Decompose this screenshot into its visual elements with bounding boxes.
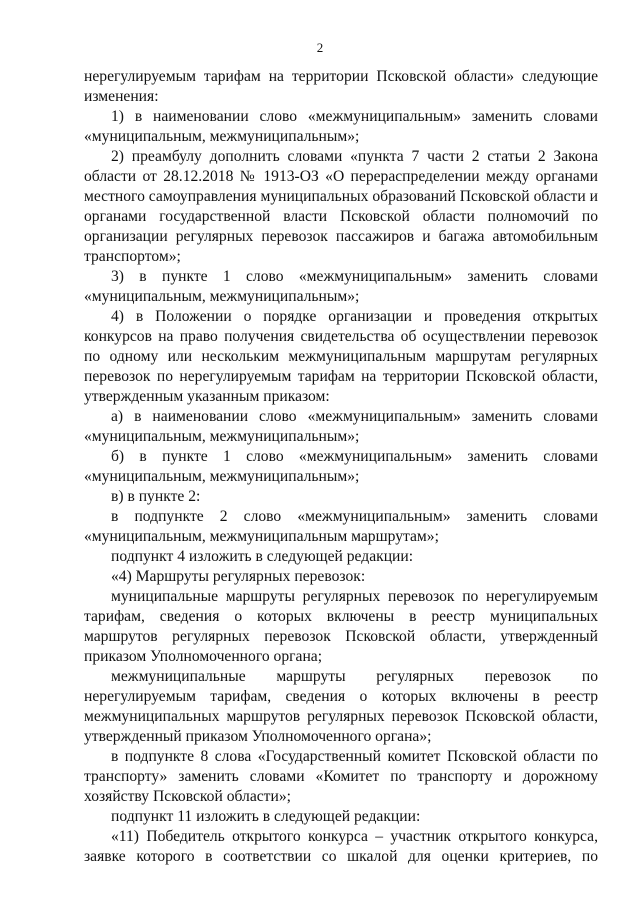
paragraph: 4) в Положении о порядке организации и проведения открытых конкурсов на право получения свидетельства об осуществлении перевозок по одному или нескольким межмуниципальным маршрутам регулярных перевозок по нерегулируемым тарифам на территории Псковской области, утвержденным указанным приказом: (84, 308, 598, 405)
document-body (84, 67, 598, 867)
paragraph: в) в пункте 2: (111, 488, 201, 505)
paragraph: 3) в пункте 1 слово «межмуниципальным» заменить словами «муниципальным, межмуниципальным»; (84, 268, 598, 305)
paragraph: в подпункте 8 слова «Государственный комитет Псковской области по транспорту» заменить словами «Комитет по транспорту и дорожному хозяйству Псковской области»; (84, 748, 598, 805)
paragraph: межмуниципальные маршруты регулярных перевозок по нерегулируемым тарифам, сведения о которых включены в реестр межмуниципальных маршрутов регулярных перевозок Псковской области, утвержденный приказом Уполномоченного органа»; (84, 668, 598, 745)
paragraph: нерегулируемым тарифам на территории Псковской области» следующие изменения: (84, 68, 598, 105)
paragraph: подпункт 4 изложить в следующей редакции: (111, 548, 414, 565)
paragraph: подпункт 11 изложить в следующей редакции: (111, 808, 421, 825)
paragraph: в подпункте 2 слово «межмуниципальным» заменить словами «муниципальным, межмуниципальным маршрутам»; (84, 508, 598, 545)
paragraph: «4) Маршруты регулярных перевозок: (111, 568, 366, 585)
paragraph: б) в пункте 1 слово «межмуниципальным» заменить словами «муниципальным, межмуниципальным»; (84, 448, 598, 485)
paragraph: 1) в наименовании слово «межмуниципальным» заменить словами «муниципальным, межмуниципальным»; (84, 108, 598, 145)
paragraph: муниципальные маршруты регулярных перевозок по нерегулируемым тарифам, сведения о которых включены в реестр муниципальных маршрутов регулярных перевозок Псковской области, утвержденный приказом Уполномоченного органа; (84, 588, 598, 665)
paragraph: 2) преамбулу дополнить словами «пункта 7 части 2 статьи 2 Закона области от 28.12.2018 № 1913-ОЗ «О перераспределении между органами местного самоуправления муниципальных образований Псковской области и органами государственной власти Псковской области полномочий по организации регулярных перевозок пассажиров и багажа автомобильным транспортом»; (84, 148, 598, 265)
paragraph: а) в наименовании слово «межмуниципальным» заменить словами «муниципальным, межмуниципальным»; (84, 408, 598, 445)
page-number: 2 (316, 40, 324, 55)
paragraph: «11) Победитель открытого конкурса – участник открытого конкурса, заявке которого в соответствии со шкалой для оценки критериев, по (84, 828, 598, 865)
